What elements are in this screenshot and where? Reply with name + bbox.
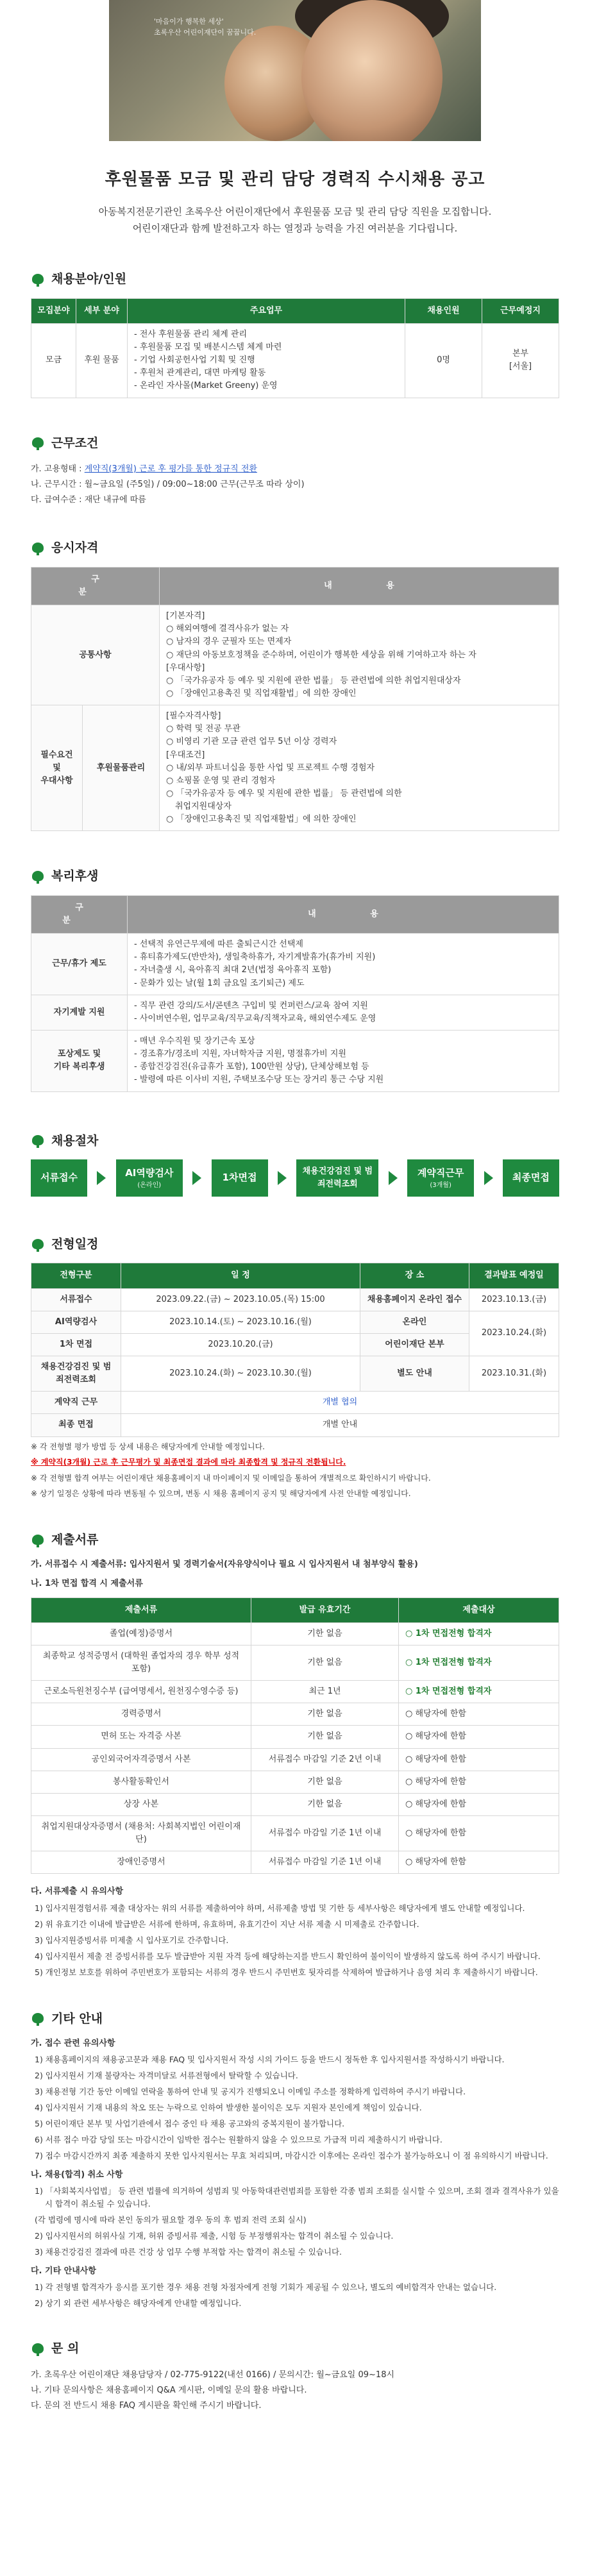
schedule-date: 2023.10.24.(화) ~ 2023.10.30.(월) xyxy=(121,1356,360,1391)
arrow-right-icon xyxy=(192,1171,201,1185)
arrow-right-icon xyxy=(278,1171,287,1185)
contact-section xyxy=(0,2339,590,2439)
schedule-type: 채용건강검진 및 범죄전력조회 xyxy=(31,1356,121,1391)
doc-name: 면허 또는 자격증 사본 xyxy=(31,1726,251,1748)
recruit-place-line2: [서울] xyxy=(509,362,532,372)
schedule-type: 최종 면접 xyxy=(31,1414,121,1436)
arrow-right-icon xyxy=(389,1171,398,1185)
docs-table xyxy=(31,1597,559,1874)
schedule-table xyxy=(31,1263,559,1436)
doc-valid: 기한 없음 xyxy=(251,1726,399,1748)
duty-item: - 온라인 자사몰(Market Greeny) 운영 xyxy=(134,381,278,391)
schedule-note: ※ 각 전형별 평가 방법 등 상세 내용은 해당자에게 안내할 예정입니다. xyxy=(31,1442,265,1451)
recruit-table xyxy=(31,298,559,398)
tree-icon xyxy=(31,2012,45,2026)
qualify-line: ○ 「장애인고용촉진 및 직업재활법」에 의한 장애인 xyxy=(166,689,357,698)
contact-heading: 문 의 xyxy=(51,2341,80,2356)
docs-header: 발급 유효기간 xyxy=(251,1597,399,1622)
schedule-heading: 전형일정 xyxy=(51,1236,99,1251)
step-label: AI역량검사 xyxy=(125,1166,174,1179)
schedule-place: 온라인 xyxy=(360,1311,469,1333)
doc-target: ○ 1차 면접전형 합격자 xyxy=(399,1622,559,1645)
doc-target: ○ 해당자에 한함 xyxy=(399,1748,559,1771)
schedule-note: ※ 각 전형별 합격 여부는 어린이재단 채용홈페이지 내 마이페이지 및 이메일을 통하여 개별적으로 확인하시기 바랍니다. xyxy=(31,1473,431,1483)
employment-type-link[interactable]: 계약직(3개월) 근로 후 평가를 통한 정규직 전환 xyxy=(84,464,257,475)
tree-icon xyxy=(31,1533,45,1547)
recruit-header: 세부 분야 xyxy=(76,298,128,323)
qualify-head-right: 내 용 xyxy=(160,567,559,605)
welfare-line: - 발령에 따른 이사비 지원, 주택보조수당 또는 장거리 통근 수당 지원 xyxy=(134,1075,384,1085)
welfare-line: - 문화가 있는 날(월 1회 금요일 조기퇴근) 제도 xyxy=(134,978,305,988)
contact-item: 다. 문의 전 반드시 채용 FAQ 게시판을 확인해 주시기 바랍니다. xyxy=(31,2401,262,2411)
schedule-place: 어린이재단 본부 xyxy=(360,1333,469,1356)
qualify-common xyxy=(160,605,559,705)
doc-valid: 기한 없음 xyxy=(251,1622,399,1645)
qualify-line: 취업지원대상자 xyxy=(175,802,232,812)
welfare-heading: 복리후생 xyxy=(51,869,99,884)
step-label: 최종면접 xyxy=(512,1172,550,1184)
doc-target: ○ 1차 면접전형 합격자 xyxy=(399,1645,559,1680)
qualify-must-label xyxy=(31,705,83,831)
contact-item: 나. 기타 문의사항은 채용홈페이지 Q&A 게시판, 이메일 문의 활용 바랍니다. xyxy=(31,2386,307,2396)
schedule-date: 2023.10.20.(금) xyxy=(121,1333,360,1356)
step-label: 서류접수 xyxy=(40,1172,78,1184)
docs-header: 제출서류 xyxy=(31,1597,251,1622)
condition-text: 가. 고용형태 : xyxy=(31,464,85,475)
qualify-line: ○ 내/외부 파트너십을 통한 사업 및 프로젝트 수행 경험자 xyxy=(166,762,375,773)
qualify-line: ○ 「장애인고용촉진 및 직업재활법」에 의한 장애인 xyxy=(166,814,357,825)
welfare-label xyxy=(31,1030,128,1091)
intro-text xyxy=(0,204,590,237)
hero-image xyxy=(109,0,481,141)
doc-valid: 기한 없음 xyxy=(251,1645,399,1680)
welfare-line: - 자녀출생 시, 육아휴직 최대 2년(법정 육아휴직 포함) xyxy=(134,965,332,975)
qualify-line: ○ 「국가유공자 등 예우 및 지원에 관한 법률」 등 관련법에 의한 xyxy=(166,788,402,798)
doc-target: ○ 해당자에 한함 xyxy=(399,1771,559,1793)
doc-name: 장애인증명서 xyxy=(31,1851,251,1874)
qualify-goods xyxy=(160,705,559,831)
doc-target: ○ 해당자에 한함 xyxy=(399,1816,559,1851)
etc-sub-da: 다. 기타 안내사항 xyxy=(31,2266,96,2277)
recruit-field: 모금 xyxy=(31,323,76,398)
qualify-line: ○ 쇼핑몰 운영 및 관리 경험자 xyxy=(166,775,276,786)
qualify-line: [우대조건] xyxy=(166,750,205,760)
etc-item: 2) 입사지원서 기재 불량자는 자격미달로 서류전형에서 탈락할 수 있습니다. xyxy=(35,2071,298,2081)
doc-valid: 기한 없음 xyxy=(251,1793,399,1815)
etc-item: 1) 「사회복지사업법」 등 관련 법률에 의거하여 성범죄 및 아동학대관련범죄를 포함한 각종 범죄 조회를 실시할 수 있으며, 조회 결과 결격사유가 있을 시 합격이 취소될 수 있습니다. xyxy=(35,2186,559,2209)
docs-sub-na: 나. 1차 면접 합격 시 제출서류 xyxy=(31,1579,143,1589)
qualify-heading: 응시자격 xyxy=(51,541,99,555)
etc-item: 2) 상기 외 관련 세부사항은 해당자에게 안내할 예정입니다. xyxy=(35,2298,242,2309)
docs-sub-ga: 가. 서류접수 시 제출서류: 입사지원서 및 경력기술서(자유양식이나 필요 시 입사지원서 내 첨부양식 활용) xyxy=(31,1560,418,1570)
welfare-line: - 휴티휴가제도(반반차), 생일축하휴가, 자기계발휴가(휴가비 지원) xyxy=(134,952,376,963)
conditions-section xyxy=(0,434,590,509)
duty-item: - 후원처 관계관리, 대면 마케팅 활동 xyxy=(134,368,266,378)
tree-icon xyxy=(31,2342,45,2356)
process-section xyxy=(0,1132,590,1197)
etc-item: 1) 각 전형별 합격자가 응시를 포기한 경우 채용 전형 차점자에게 전형 기회가 제공될 수 있으나, 별도의 예비합격자 안내는 없습니다. xyxy=(35,2282,497,2293)
process-step xyxy=(116,1159,183,1197)
doc-name: 근로소득원천징수부 (급여명세서, 원천징수영수증 등) xyxy=(31,1681,251,1703)
qualify-must-label-1: 필수요건 xyxy=(40,750,73,760)
schedule-section xyxy=(0,1235,590,1500)
recruit-place-line1: 본부 xyxy=(512,349,529,359)
welfare-content xyxy=(128,934,559,995)
schedule-type: 계약직 근무 xyxy=(31,1392,121,1414)
hero-copy xyxy=(154,17,256,38)
schedule-place: 별도 안내 xyxy=(360,1356,469,1391)
docs-note: 2) 위 유효기간 이내에 발급받은 서류에 한하며, 유효하며, 유효기간이 지난 서류 제출 시 미제출로 간주합니다. xyxy=(35,1919,419,1929)
doc-name: 공인외국어자격증명서 사본 xyxy=(31,1748,251,1771)
qualify-table xyxy=(31,567,559,832)
doc-target: ○ 해당자에 한함 xyxy=(399,1703,559,1726)
welfare-line: - 직무 관련 강의/도서/콘텐츠 구입비 및 컨퍼런스/교육 참여 지원 xyxy=(134,1000,368,1011)
process-step xyxy=(503,1159,559,1197)
recruit-header: 주요업무 xyxy=(128,298,405,323)
qualify-goods-label: 후원물품관리 xyxy=(83,705,160,831)
etc-item: 4) 입사지원서 기재 내용의 착오 또는 누락으로 인하여 발생한 불이익은 모두 지원자 본인에게 책임이 있습니다. xyxy=(35,2103,422,2113)
doc-name: 최종학교 성적증명서 (대학원 졸업자의 경우 학부 성적 포함) xyxy=(31,1645,251,1680)
tree-icon xyxy=(31,541,45,555)
qualify-line: ○ 해외여행에 결격사유가 없는 자 xyxy=(166,624,289,634)
etc-item: (각 법령에 명시에 따라 본인 동의가 필요할 경우 동의 후 범죄 전력 조회 실시) xyxy=(35,2215,307,2225)
docs-section xyxy=(0,1531,590,1979)
hero-copy-line2: 초록우산 어린이재단이 꿈꿉니다. xyxy=(154,28,257,37)
etc-section xyxy=(0,2010,590,2311)
welfare-label: 근무/휴가 제도 xyxy=(31,934,128,995)
etc-ga-list xyxy=(31,2053,559,2162)
qualify-line: [필수자격사항] xyxy=(166,711,221,721)
doc-target: ○ 해당자에 한함 xyxy=(399,1793,559,1815)
tree-icon xyxy=(31,870,45,884)
docs-note: 1) 입사지원경험서류 제출 대상자는 위의 서류를 제출하여야 하며, 서류제출 방법 및 기한 등 세부사항은 해당자에게 별도 안내할 예정입니다. xyxy=(35,1903,525,1913)
welfare-content xyxy=(128,995,559,1030)
schedule-header: 일 정 xyxy=(121,1263,360,1288)
docs-sub-da: 다. 서류제출 시 유의사항 xyxy=(31,1887,124,1897)
contact-item: 가. 초록우산 어린이재단 채용담당자 / 02-775-9122(내선 0166) / 문의시간: 월~금요일 09~18시 xyxy=(31,2370,395,2380)
qualify-line: ○ 「국가유공자 등 예우 및 지원에 관한 법률」 등 관련법에 의한 취업지원대상자 xyxy=(166,675,461,686)
welfare-content xyxy=(128,1030,559,1091)
recruit-detail: 후원 물품 xyxy=(76,323,128,398)
process-step xyxy=(296,1159,378,1197)
doc-valid: 기한 없음 xyxy=(251,1771,399,1793)
schedule-place: 채용홈페이지 온라인 접수 xyxy=(360,1288,469,1311)
schedule-header: 결과발표 예정일 xyxy=(469,1263,559,1288)
recruit-header: 모집분야 xyxy=(31,298,76,323)
conditions-heading: 근무조건 xyxy=(51,435,99,450)
doc-valid: 서류접수 마감일 기준 1년 이내 xyxy=(251,1816,399,1851)
etc-item: 5) 어린이재단 본부 및 사업기관에서 접수 중인 타 채용 공고와의 중복지원이 불가합니다. xyxy=(35,2119,345,2129)
schedule-date: 2023.09.22.(금) ~ 2023.10.05.(목) 15:00 xyxy=(121,1288,360,1311)
welfare-section xyxy=(0,867,590,1091)
doc-target: ○ 해당자에 한함 xyxy=(399,1726,559,1748)
schedule-type: AI역량검사 xyxy=(31,1311,121,1333)
process-step xyxy=(212,1159,268,1197)
doc-name: 취업지원대상자증명서 (채용처: 사회복지법인 어린이재단) xyxy=(31,1816,251,1851)
docs-note: 5) 개인정보 보호를 위하여 주민번호가 포함되는 서류의 경우 반드시 주민번호 뒷자리를 삭제하여 발급하거나 음영 처리 후 제출하시기 바랍니다. xyxy=(35,1967,538,1977)
duty-item: - 전사 후원물품 관리 체계 관리 xyxy=(134,329,248,339)
qualify-head-left: 구 분 xyxy=(31,567,160,605)
intro-line2: 어린이재단과 함께 발전하고자 하는 열정과 능력을 가진 여러분을 기다립니다. xyxy=(132,222,458,234)
doc-target: ○ 해당자에 한함 xyxy=(399,1851,559,1874)
qualify-line: ○ 재단의 아동보호정책을 준수하며, 어린이가 행복한 세상을 위해 기여하고자 하는 자 xyxy=(166,650,476,660)
schedule-result: 2023.10.13.(금) xyxy=(469,1288,559,1311)
schedule-type: 서류접수 xyxy=(31,1288,121,1311)
doc-target: ○ 1차 면접전형 합격자 xyxy=(399,1681,559,1703)
recruit-duties xyxy=(128,323,405,398)
etc-na-list xyxy=(31,2185,559,2259)
qualify-section xyxy=(0,539,590,831)
doc-name: 경력증명서 xyxy=(31,1703,251,1726)
schedule-date: 개별 협의 xyxy=(121,1392,559,1414)
qualify-common-label: 공통사항 xyxy=(31,605,160,705)
welfare-line: - 경조휴가/경조비 지원, 자녀학자금 지원, 명절휴가비 지원 xyxy=(134,1049,346,1059)
schedule-note-important: ※ 계약직(3개월) 근로 후 근무평가 및 최종면접 결과에 따라 최종합격 및 정규직 전환됩니다. xyxy=(31,1458,346,1467)
qualify-line: ○ 비영리 기관 모금 관련 업무 5년 이상 경력자 xyxy=(166,737,337,747)
qualify-must-label-3: 우대사항 xyxy=(40,775,73,786)
step-label: 채용건강검진 및 범죄전력조회 xyxy=(302,1166,373,1189)
welfare-head-left: 구 분 xyxy=(31,895,128,933)
schedule-date: 개별 안내 xyxy=(121,1414,559,1436)
doc-name: 상장 사본 xyxy=(31,1793,251,1815)
etc-item: 3) 채용전형 기간 동안 이메일 연락을 통하여 안내 및 공지가 진행되오니 이메일 주소를 정확하게 입력하여 주시기 바랍니다. xyxy=(35,2087,466,2097)
schedule-notes xyxy=(31,1441,559,1500)
intro-line1: 아동복지전문기관인 초록우산 어린이재단에서 후원물품 모금 및 관리 담당 직원을 모집합니다. xyxy=(98,206,492,218)
step-sub: (3개월) xyxy=(430,1181,451,1189)
doc-valid: 서류접수 마감일 기준 1년 이내 xyxy=(251,1851,399,1874)
recruit-section xyxy=(0,270,590,398)
doc-valid: 최근 1년 xyxy=(251,1681,399,1703)
schedule-date: 2023.10.14.(토) ~ 2023.10.16.(월) xyxy=(121,1311,360,1333)
condition-item: 다. 급여수준 : 재단 내규에 따름 xyxy=(31,495,146,505)
etc-sub-na: 나. 채용(합격) 취소 사항 xyxy=(31,2170,123,2180)
doc-valid: 서류접수 마감일 기준 2년 이내 xyxy=(251,1748,399,1771)
condition-item: 나. 근무시간 : 월~금요일 (주5일) / 09:00~18:00 근무(근무조 따라 상이) xyxy=(31,480,305,490)
tree-icon xyxy=(31,1238,45,1252)
step-label: 계약직근무 xyxy=(417,1166,464,1179)
schedule-type: 1차 면접 xyxy=(31,1333,121,1356)
welfare-head-right: 내 용 xyxy=(128,895,559,933)
process-step xyxy=(31,1159,87,1197)
docs-note: 3) 입사지원증빙서류 미제출 시 입사포기로 간주합니다. xyxy=(35,1935,229,1945)
welfare-label-1: 포상제도 및 xyxy=(57,1049,101,1059)
schedule-result: 2023.10.24.(화) xyxy=(469,1311,559,1356)
welfare-label-2: 기타 복리후생 xyxy=(53,1062,105,1072)
etc-da-list xyxy=(31,2281,559,2310)
page-title: 후원물품 모금 및 관리 담당 경력직 수시채용 공고 xyxy=(105,170,485,189)
qualify-line: ○ 학력 및 전공 무관 xyxy=(166,724,240,734)
doc-name: 봉사활동확인서 xyxy=(31,1771,251,1793)
etc-sub-ga: 가. 접수 관련 유의사항 xyxy=(31,2039,115,2049)
docs-header: 제출대상 xyxy=(399,1597,559,1622)
qualify-line: [우대사항] xyxy=(166,662,205,673)
schedule-note: ※ 상기 일정은 상황에 따라 변동될 수 있으며, 변동 시 채용 홈페이지 공지 및 해당자에게 사전 안내할 예정입니다. xyxy=(31,1489,411,1499)
process-steps xyxy=(31,1159,559,1197)
recruit-header: 채용인원 xyxy=(405,298,482,323)
etc-item: 2) 입사지원서의 허위사실 기재, 허위 증빙서류 제출, 시험 등 부정행위자는 합격이 취소될 수 있습니다. xyxy=(35,2231,394,2241)
etc-heading: 기타 안내 xyxy=(51,2011,103,2026)
etc-item: 1) 채용홈페이지의 채용공고문과 채용 FAQ 및 입사지원서 작성 시의 가이드 등을 반드시 정독한 후 입사지원서를 작성하시기 바랍니다. xyxy=(35,2055,505,2065)
recruit-place xyxy=(482,323,559,398)
conditions-list xyxy=(31,462,559,508)
hero-copy-line1: '마음이가 행복한 세상' xyxy=(154,17,224,26)
docs-notes xyxy=(31,1902,559,1979)
welfare-line: - 선택적 유연근무제에 따른 출퇴근시간 선택제 xyxy=(134,939,303,950)
docs-heading: 제출서류 xyxy=(51,1532,99,1547)
etc-item: 7) 접수 마감시간까지 최종 제출하지 못한 입사지원서는 무효 처리되며, 마감시간 이후에는 온라인 접수가 불가능하오니 이 점 유의하시기 바랍니다. xyxy=(35,2151,548,2161)
schedule-result: 2023.10.31.(화) xyxy=(469,1356,559,1391)
tree-icon xyxy=(31,273,45,287)
condition-item xyxy=(31,462,559,477)
qualify-line: [기본자격] xyxy=(166,611,205,621)
process-step xyxy=(407,1159,474,1197)
etc-item: 6) 서류 접수 마감 당일 또는 마감시간이 임박한 접수는 원활하지 않을 수 있으므로 가급적 미리 제출하시기 바랍니다. xyxy=(35,2135,442,2145)
recruit-header: 근무예정지 xyxy=(482,298,559,323)
recruit-heading: 채용분야/인원 xyxy=(51,272,127,287)
process-heading: 채용절차 xyxy=(51,1133,99,1148)
etc-item: 3) 채용건강검진 결과에 따른 건강 상 업무 수행 부적합 자는 합격이 취소될 수 있습니다. xyxy=(35,2247,342,2257)
qualify-must-label-2: 및 xyxy=(53,762,61,773)
duty-item: - 기업 사회공헌사업 기획 및 진행 xyxy=(134,355,255,366)
contact-list xyxy=(31,2368,559,2414)
schedule-header: 장 소 xyxy=(360,1263,469,1288)
welfare-line: - 매년 우수직원 및 장기근속 포상 xyxy=(134,1036,255,1046)
arrow-right-icon xyxy=(97,1171,106,1185)
doc-valid: 기한 없음 xyxy=(251,1703,399,1726)
doc-name: 졸업(예정)증명서 xyxy=(31,1622,251,1645)
welfare-label: 자기계발 지원 xyxy=(31,995,128,1030)
welfare-table xyxy=(31,895,559,1092)
schedule-header: 전형구분 xyxy=(31,1263,121,1288)
arrow-right-icon xyxy=(484,1171,493,1185)
recruit-count: 0명 xyxy=(405,323,482,398)
step-label: 1차면접 xyxy=(222,1172,257,1184)
qualify-line: ○ 남자의 경우 군필자 또는 면제자 xyxy=(166,637,292,647)
docs-note: 4) 입사지원서 제출 전 증빙서류를 모두 발급받아 지원 자격 등에 해당하는지를 반드시 확인하여 불이익이 발생하지 않도록 하여 주시기 바랍니다. xyxy=(35,1951,541,1961)
duty-item: - 후원물품 모집 및 배분시스템 체계 마련 xyxy=(134,342,282,353)
welfare-line: - 종합건강검진(유급휴가 포함), 100만원 상당), 단체상해보험 등 xyxy=(134,1062,369,1072)
tree-icon xyxy=(31,1134,45,1148)
welfare-line: - 사이버연수원, 업무교육/직무교육/직책자교육, 해외연수제도 운영 xyxy=(134,1013,376,1023)
step-sub: (온라인) xyxy=(137,1181,162,1189)
tree-icon xyxy=(31,436,45,450)
